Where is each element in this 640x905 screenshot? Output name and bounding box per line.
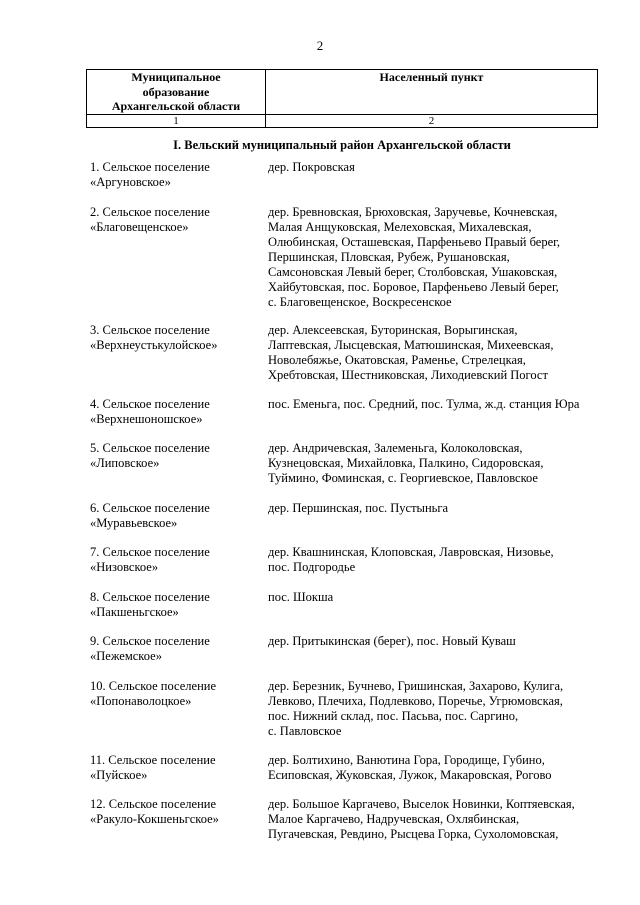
settlements: дер. Притыкинская (берег), пос. Новый Куваш	[268, 634, 516, 648]
settlements: дер. Большое Каргачево, Выселок Новинки, Коптяевская, Малое Каргачево, Надручевская, Охлябинская, Пугачевская, Ревдино, Рысцева Горка, Сухоломовская,	[268, 797, 575, 841]
municipality-name: 6. Сельское поселение «Муравьевское»	[90, 501, 210, 530]
header-row	[87, 70, 598, 115]
municipality-name: 9. Сельское поселение «Пежемское»	[90, 634, 210, 663]
header-settlement: Населенный пункт	[266, 70, 598, 115]
section-title: I. Вельский муниципальный район Архангельской области	[173, 138, 511, 152]
settlements: дер. Березник, Бучнево, Гришинская, Захарово, Кулига, Левково, Плечиха, Подлевково, Поречье, Угрюмовская, пос. Нижний склад, пос. Пасьва, пос. Саргино, с. Павловское	[268, 679, 564, 738]
page-number: 2	[316, 38, 324, 53]
municipality-name: 3. Сельское поселение «Верхнеустькулойское»	[90, 323, 218, 352]
column-number-2: 2	[266, 115, 598, 128]
municipality-name: 8. Сельское поселение «Пакшеньгское»	[90, 590, 210, 619]
settlements: дер. Квашнинская, Клоповская, Лавровская, Низовье, пос. Подгородье	[268, 545, 554, 574]
settlements: пос. Еменьга, пос. Средний, пос. Тулма, ж.д. станция Юра	[268, 397, 580, 411]
settlements: дер. Андричевская, Залеменьга, Колоколовская, Кузнецовская, Михайловка, Палкино, Сидоровская, Туймино, Фоминская, с. Георгиевское, Павловское	[268, 441, 544, 485]
municipality-name: 1. Сельское поселение «Аргуновское»	[90, 160, 210, 189]
municipality-name: 11. Сельское поселение «Пуйское»	[90, 753, 216, 782]
municipality-name: 2. Сельское поселение «Благовещенское»	[90, 205, 210, 234]
column-number-row	[87, 115, 598, 128]
column-number-1: 1	[87, 115, 266, 128]
municipality-name: 4. Сельское поселение «Верхнешоношское»	[90, 397, 210, 426]
settlements: дер. Покровская	[268, 160, 355, 174]
settlements: дер. Бревновская, Брюховская, Заручевье, Кочневская, Малая Анщуковская, Мелеховская, Михалевская, Олюбинская, Осташевская, Парфеньево Правый берег, Першинская, Пловская, Рубеж, Рушановская, Самсоновская Левый берег, Столбовская, Ушаковская, Хайбутовская, пос. Боровое, Парфеньево Левый берег, с. Благовещенское, Воскресенское	[268, 205, 560, 309]
settlements: пос. Шокша	[268, 590, 334, 604]
header-municipality: Муниципальное образование Архангельской области	[87, 70, 266, 115]
municipality-name: 5. Сельское поселение «Липовское»	[90, 441, 210, 470]
table-header	[86, 69, 598, 128]
settlements: дер. Болтихино, Ванютина Гора, Городище, Губино, Есиповская, Жуковская, Лужок, Макаровская, Рогово	[268, 753, 552, 782]
municipality-name: 12. Сельское поселение «Ракуло-Кокшеньгское»	[90, 797, 219, 826]
settlements: дер. Алексеевская, Буторинская, Ворыгинская, Лаптевская, Лысцевская, Матюшинская, Михеевская, Новолебяжье, Окатовская, Раменье, Стрелецкая, Хребтовская, Шестниковская, Лиходиевский Погост	[268, 323, 554, 382]
settlements: дер. Першинская, пос. Пустыньга	[268, 501, 449, 515]
municipality-name: 10. Сельское поселение «Попонаволоцкое»	[90, 679, 217, 708]
municipality-name: 7. Сельское поселение «Низовское»	[90, 545, 210, 574]
